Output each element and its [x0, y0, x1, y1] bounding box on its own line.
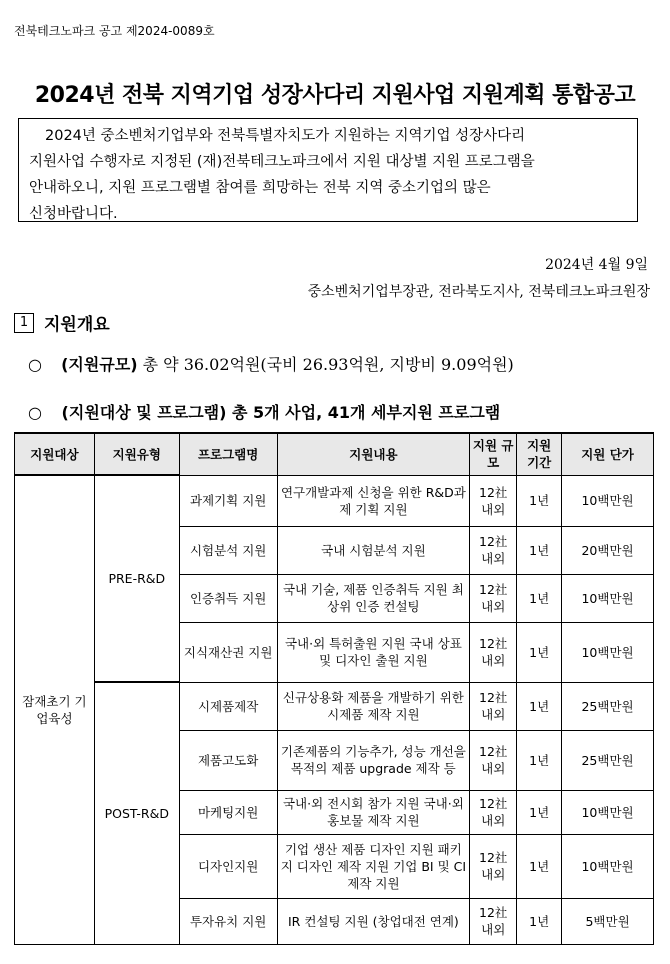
table-row	[15, 475, 654, 526]
program-period: 1년	[517, 526, 562, 574]
program-content: 연구개발과제 신청을 위한 R&D과제 기획 지원	[277, 475, 470, 526]
program-name: 지식재산권 지원	[179, 622, 277, 682]
program-period: 1년	[517, 475, 562, 526]
program-name: 제품고도화	[179, 730, 277, 790]
program-price: 10백만원	[562, 574, 654, 622]
bullet-value: 총 5개 사업, 41개 세부지원 프로그램	[232, 403, 501, 422]
program-content: IR 컨설팅 지원 (창업대전 연계)	[277, 898, 470, 944]
program-price: 20백만원	[562, 526, 654, 574]
program-name: 시제품제작	[179, 682, 277, 730]
bullet-support-scale	[28, 352, 514, 375]
bullet-value: 총 약 36.02억원(국비 26.93억원, 지방비 9.09억원)	[142, 355, 514, 374]
program-scale: 12社 내외	[470, 730, 517, 790]
program-name: 시험분석 지원	[179, 526, 277, 574]
section-number: 1	[14, 313, 34, 333]
program-price: 25백만원	[562, 682, 654, 730]
program-scale: 12社 내외	[470, 834, 517, 898]
program-content: 국내·외 전시회 참가 지원 국내·외 홍보물 제작 지원	[277, 790, 470, 834]
header-cell: 지원 기간	[517, 433, 562, 475]
intro-line: 안내하오니, 지원 프로그램별 참여를 희망하는 전북 지역 중소기업의 많은	[29, 180, 491, 196]
section-title: 지원개요	[44, 315, 110, 335]
header-cell: 지원내용	[277, 433, 470, 475]
program-name: 투자유치 지원	[179, 898, 277, 944]
bullet-label: (지원규모)	[61, 355, 138, 374]
header-cell: 지원 단가	[562, 433, 654, 475]
program-scale: 12社 내외	[470, 790, 517, 834]
program-period: 1년	[517, 682, 562, 730]
page-title: 2024년 전북 지역기업 성장사다리 지원사업 지원계획 통합공고	[34, 83, 636, 108]
program-period: 1년	[517, 574, 562, 622]
program-content: 기존제품의 기능추가, 성능 개선을 목적의 제품 upgrade 제작 등	[277, 730, 470, 790]
program-content: 기업 생산 제품 디자인 지원 패키지 디자인 제작 지원 기업 BI 및 CI 제작 지원	[277, 834, 470, 898]
bullet-mark: ○	[28, 355, 42, 374]
program-name: 디자인지원	[179, 834, 277, 898]
program-name: 과제기획 지원	[179, 475, 277, 526]
program-price: 5백만원	[562, 898, 654, 944]
program-price: 10백만원	[562, 790, 654, 834]
support-type-cell: POST-R&D	[94, 682, 179, 944]
bullet-support-target	[28, 400, 500, 423]
table-header-row	[15, 433, 654, 475]
program-name: 마케팅지원	[179, 790, 277, 834]
program-scale: 12社 내외	[470, 898, 517, 944]
program-period: 1년	[517, 834, 562, 898]
program-content: 국내·외 특허출원 지원 국내 상표 및 디자인 출원 지원	[277, 622, 470, 682]
program-period: 1년	[517, 622, 562, 682]
table-row	[15, 682, 654, 730]
support-type-cell: PRE-R&D	[94, 475, 179, 682]
program-scale: 12社 내외	[470, 574, 517, 622]
header-cell: 프로그램명	[179, 433, 277, 475]
program-scale: 12社 내외	[470, 526, 517, 574]
intro-line: 지원사업 수행자로 지정된 (재)전북테크노파크에서 지원 대상별 지원 프로그램을	[29, 154, 535, 170]
program-price: 25백만원	[562, 730, 654, 790]
program-period: 1년	[517, 730, 562, 790]
program-scale: 12社 내외	[470, 475, 517, 526]
intro-line: 신청바랍니다.	[29, 206, 118, 222]
program-scale: 12社 내외	[470, 622, 517, 682]
support-target-cell: 잠재초기 기업육성	[15, 475, 95, 944]
notice-id: 전북테크노파크 공고 제2024-0089호	[14, 24, 215, 38]
bullet-label: (지원대상 및 프로그램)	[61, 403, 227, 422]
program-period: 1년	[517, 898, 562, 944]
program-content: 신규상용화 제품을 개발하기 위한 시제품 제작 지원	[277, 682, 470, 730]
intro-line: 2024년 중소벤처기업부와 전북특별자치도가 지원하는 지역기업 성장사다리	[45, 128, 526, 144]
notice-date: 2024년 4월 9일	[545, 257, 648, 273]
bullet-mark: ○	[28, 403, 42, 422]
issuer: 중소벤처기업부장관, 전라북도지사, 전북테크노파크원장	[307, 284, 650, 300]
program-period: 1년	[517, 790, 562, 834]
section-heading	[14, 310, 110, 335]
header-cell: 지원유형	[94, 433, 179, 475]
program-price: 10백만원	[562, 475, 654, 526]
program-table	[14, 432, 654, 945]
program-price: 10백만원	[562, 834, 654, 898]
intro-box	[18, 118, 638, 222]
program-scale: 12社 내외	[470, 682, 517, 730]
program-content: 국내 기술, 제품 인증취득 지원 최상위 인증 컨설팅	[277, 574, 470, 622]
header-cell: 지원 규모	[470, 433, 517, 475]
header-cell: 지원대상	[15, 433, 95, 475]
program-price: 10백만원	[562, 622, 654, 682]
program-name: 인증취득 지원	[179, 574, 277, 622]
program-content: 국내 시험분석 지원	[277, 526, 470, 574]
